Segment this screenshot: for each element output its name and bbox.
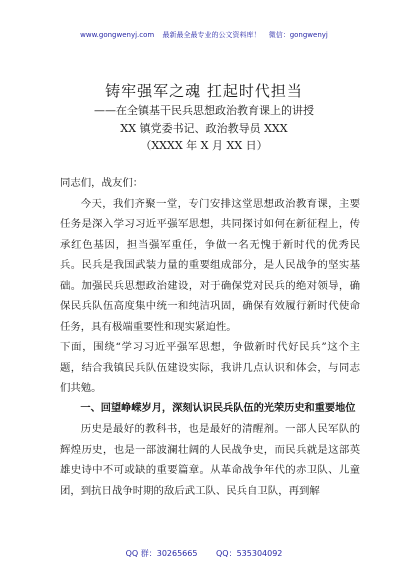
paragraph-history: 历史是最好的教科书，也是最好的清醒剂。一部人民军队的辉煌历史，也是一部波澜壮阔的人民战争史，而民兵就是这部英雄史诗中不可或缺的重要篇章。从革命战争年代的赤卫队、儿童团，到抗日战争时期的敌后武工队、民兵自卫队，再到解 (60, 423, 360, 497)
header-wechat: 微信：gongwenyj (268, 31, 328, 39)
doc-subtitle: ——在全镇基干民兵思想政治教育课上的讲授 (94, 104, 314, 117)
header-slogan: 最新最全最专业的公文资料库！ (162, 31, 261, 39)
doc-body (60, 173, 360, 501)
footer-qq: QQ：535304092 (216, 549, 283, 558)
section-heading-1: 一、回望峥嵘岁月，深刻认识民兵队伍的光荣历史和重要地位 (80, 402, 356, 414)
doc-date: （XXXX 年 X 月 XX 日） (140, 139, 268, 152)
paragraph-intro: 今天，我们齐聚一堂，专门安排这堂思想政治教育课，主要任务是深入学习习近平强军思想，共同探讨如何在新征程上，传承红色基因，担当强军重任，争做一名无愧于新时代的优秀民兵。民兵是我国武装力量的重要组成部分，是人民战争的坚实基础。加强民兵思想政治建设，对于确保党对民兵的绝对领导，确保民兵队伍高度集中统一和纯洁巩固，确保有效履行新时代使命任务，具有极端重要性和现实紧迫性。 (60, 197, 360, 333)
header-site[interactable]: www.gongwenyj.com (80, 31, 155, 39)
page-footer (0, 548, 408, 559)
salutation: 同志们，战友们： (60, 177, 144, 189)
doc-title: 铸牢强军之魂 扛起时代担当 (105, 82, 303, 100)
footer-qq-group: QQ 群：30265665 (125, 549, 198, 558)
page-header (0, 30, 408, 40)
paragraph-topic: 下面，围绕“学习习近平强军思想，争做新时代好民兵”这个主题，结合我镇民兵队伍建设实际，我讲几点认识和体会，与同志们共勉。 (60, 341, 360, 394)
doc-speaker: XX 镇党委书记、政治教导员 XXX (120, 122, 288, 135)
